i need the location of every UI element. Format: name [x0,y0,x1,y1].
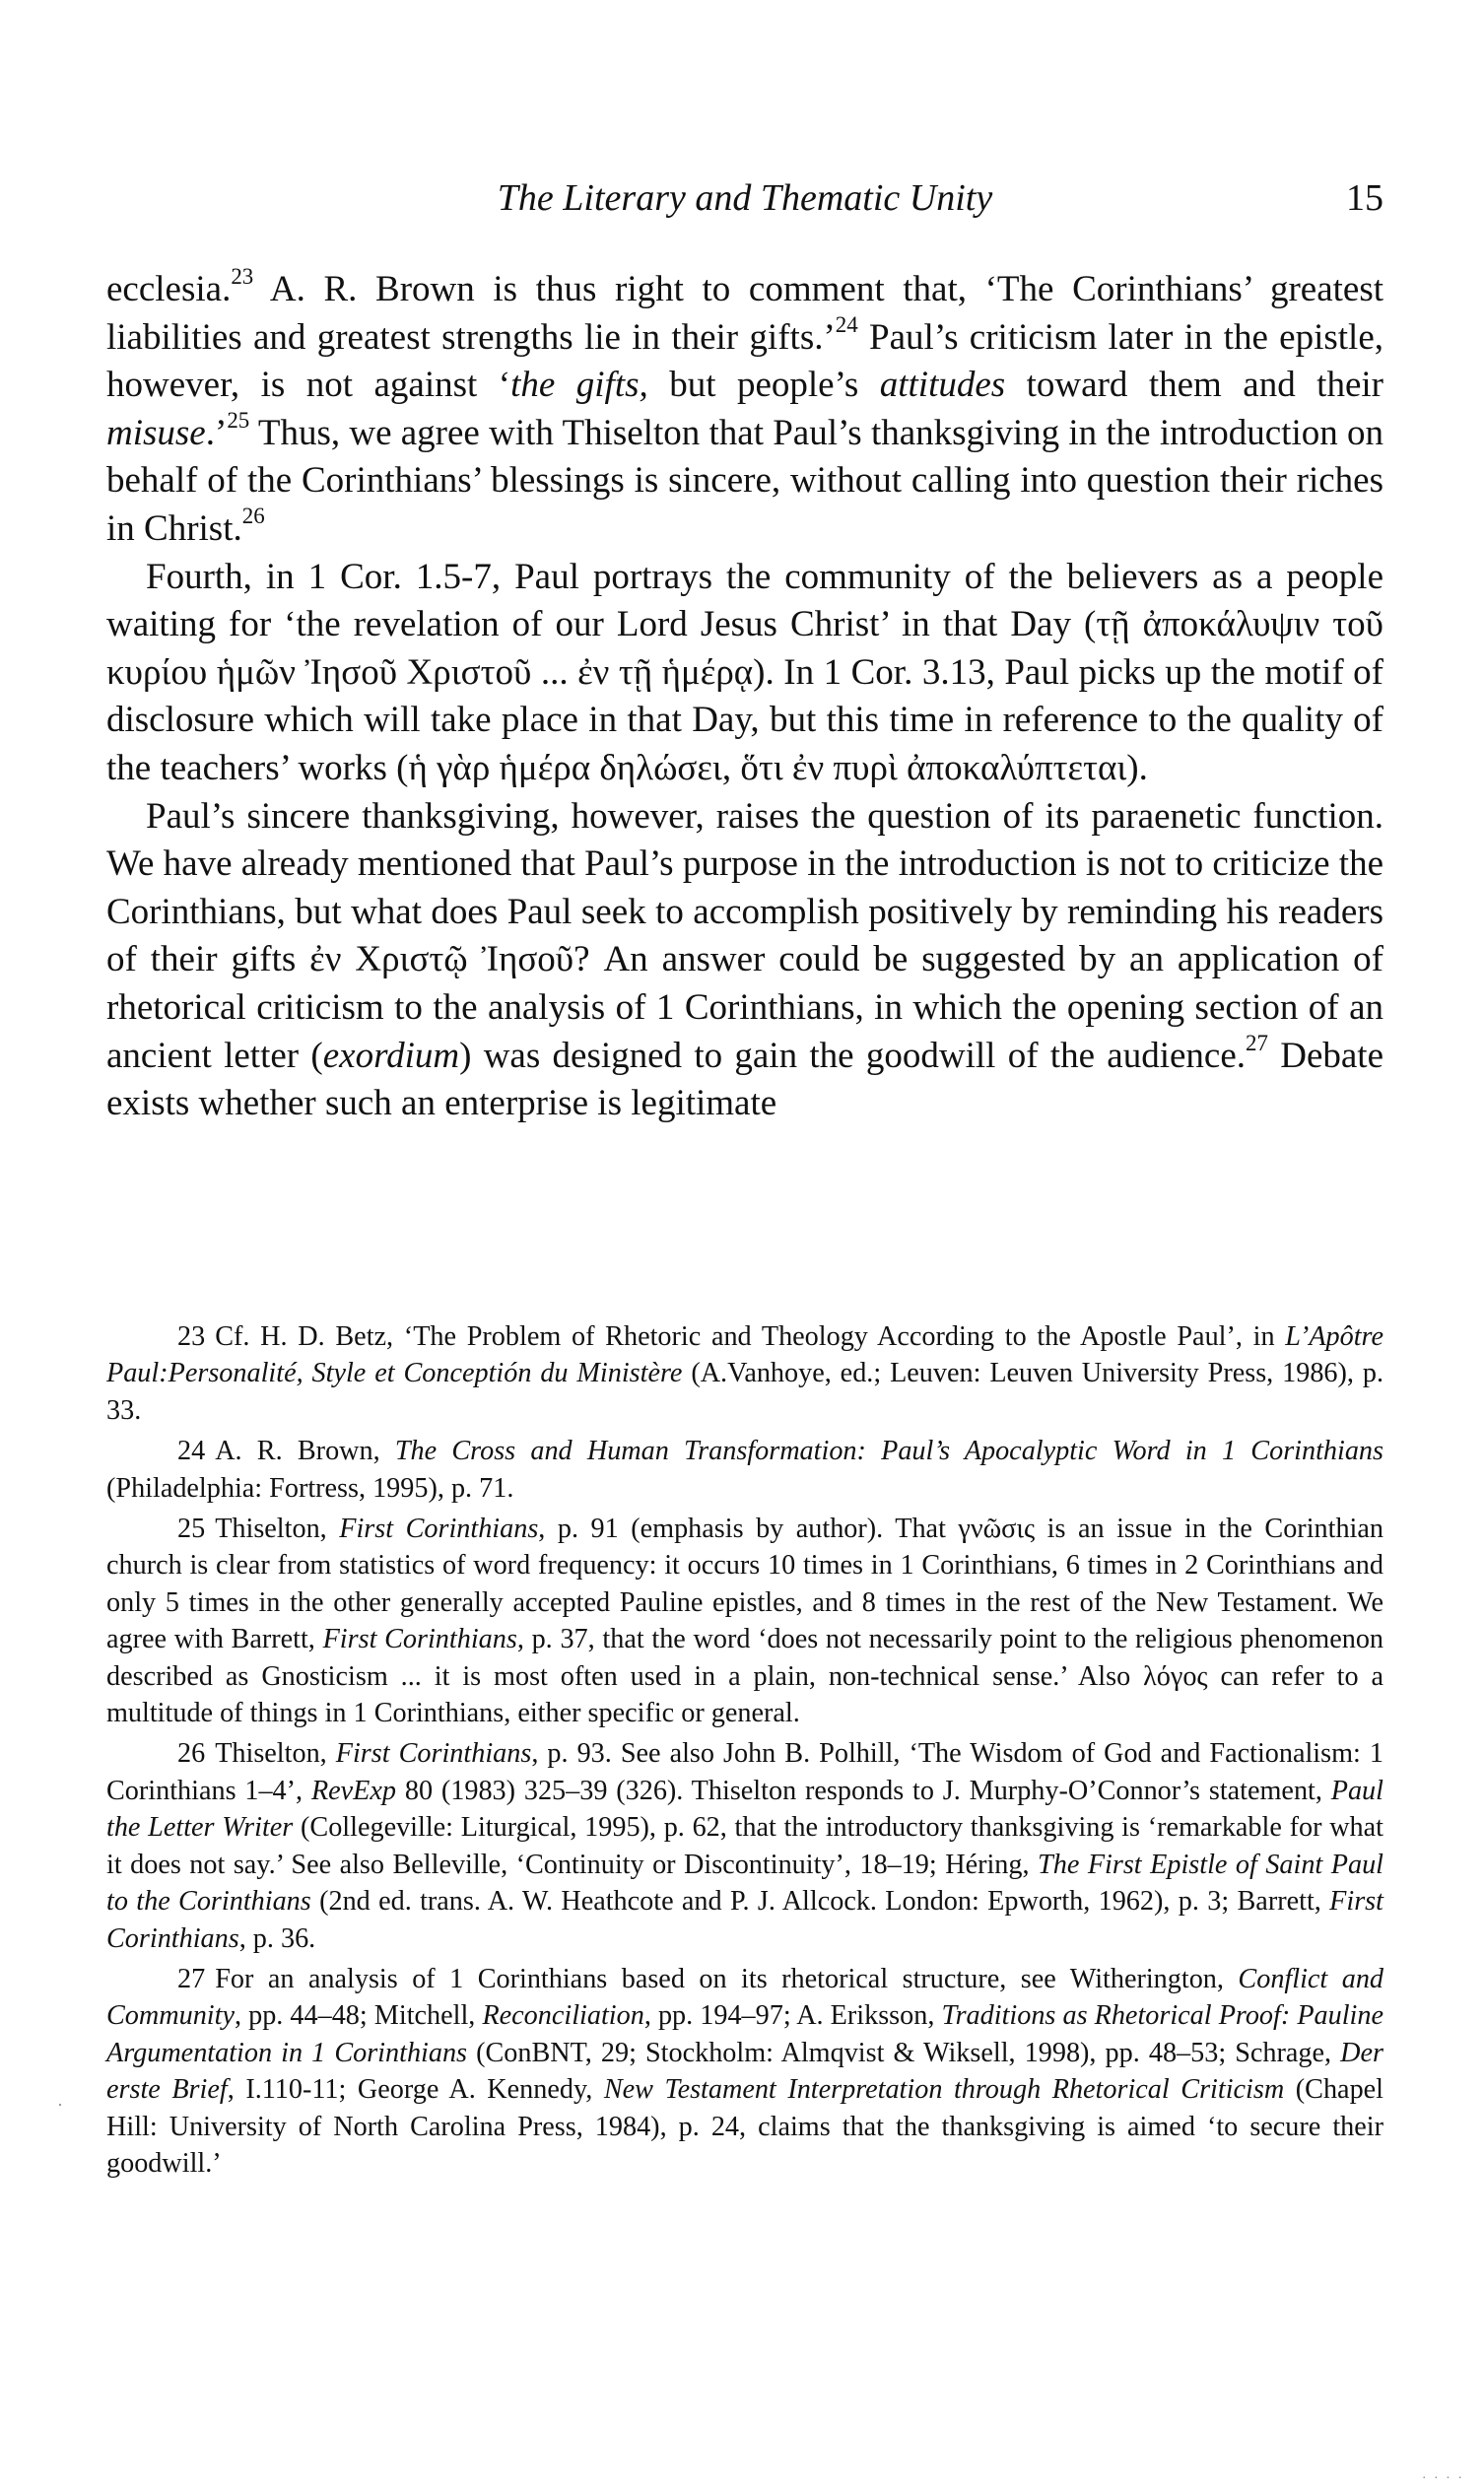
main-text [106,263,1383,1128]
title-italic: Paul the Letter Writer [106,1775,1383,1844]
text-run: Debate exists whether such an enterprise is legitimate [106,1035,1383,1124]
text-run: A. R. Brown, [215,1436,395,1467]
title-italic: The Cross and Human Transformation: Paul’s Apocalyptic Word in 1 Corinthians [394,1436,1383,1467]
text-run: (Chapel Hill: University of North Carolina Press, 1984), p. 24, claims that the thanksgiving is aimed ‘to secure their goodwill.’ [106,2074,1383,2179]
text-run: (Collegeville: Liturgical, 1995), p. 62, that the introductory thanksgiving is ‘remarkable for what it does not say.’ See also Belleville, ‘Continuity or Discontinuity’, 18–19; Héring, [106,1812,1383,1880]
text-run: ) was designed to gain the goodwill of the audience. [459,1035,1246,1076]
running-title: The Literary and Thematic Unity [497,177,993,219]
title-italic: The First Epistle of Saint Paul to the Corinthians [106,1849,1383,1918]
emphasis: exordium [322,1035,460,1076]
footnote-25 [106,1511,1383,1731]
title-italic: L’Apôtre Paul:Personalité, Style et Conceptión du Ministère [106,1321,1383,1389]
title-italic: Der erste Brief [106,2037,1383,2106]
text-run: , p. 93. See also John B. Polhill, ‘The Wisdom of God and Factionalism: 1 Corinthians 1–4’, [106,1738,1383,1806]
title-italic: First Corinthians [335,1738,532,1770]
text-run: Paul’s sincere thanksgiving, however, raises the question of its paraenetic function. We have already mentioned that Paul’s purpose in the introduction is not to criticize the Corinthians, but what does Paul seek to accomplish positively by reminding his readers of their gifts ἐν Χριστῷ Ἰησοῦ? An answer could be suggested by an application of rhetorical criticism to the analysis of 1 Corinthians, in which the opening section of an ancient letter ( [106,795,1383,1076]
footnote-23 [106,1318,1383,1429]
margin-speck: · [57,2095,63,2115]
title-italic: First Corinthians [339,1514,539,1545]
text-run: (2nd ed. trans. A. W. Heathcote and P. J. Allcock. London: Epworth, 1962), p. 3; Barrett, [310,1886,1330,1918]
footnote-number: 25 [177,1514,206,1545]
paragraph-3 [106,793,1383,1128]
text-run: Paul’s criticism later in the epistle, however, is not against ‘ [106,316,1383,406]
emphasis: misuse [106,412,206,453]
title-italic: Traditions as Rhetorical Proof: Pauline Argumentation in 1 Corinthians [106,2000,1383,2068]
footnote-24 [106,1433,1383,1507]
text-run: For an analysis of 1 Corinthians based on its rhetorical structure, see Witherington, [215,1963,1239,1994]
text-run: Thus, we agree with Thiselton that Paul’s thanksgiving in the introduction on behalf of the Corinthians’ blessings is sincere, without calling into question their riches in Christ. [106,412,1383,549]
footnote-number: 26 [177,1738,206,1770]
text-run: Cf. H. D. Betz, ‘The Problem of Rhetoric and Theology According to the Apostle Paul’, in [215,1321,1286,1352]
text-run: (A.Vanhoye, ed.; Leuven: Leuven University Press, 1986), p. 33. [106,1358,1383,1426]
text-run: , I.110-11; George A. Kennedy, [227,2074,604,2106]
running-header [106,173,1383,223]
title-italic: RevExp [310,1775,397,1806]
text-run: , p. 37, that the word ‘does not necessarily point to the religious phenomenon described as Gnosticism ... it is most often used in a plain, non-technical sense.’ Also λόγος can refer to a multitude of things in 1 Corinthians, either specific or general. [106,1624,1384,1729]
footnote-ref-25: 25 [227,407,250,433]
paragraph-2: Fourth, in 1 Cor. 1.5-7, Paul portrays the community of the believers as a people waiting for ‘the revelation of our Lord Jesus Christ’ in that Day (τῇ ἀποκάλυψιν τοῦ κυρίου ἡμῶν Ἰησοῦ Χριστοῦ ... ἐν τῇ ἡμέρᾳ). In 1 Cor. 3.13, Paul picks up the motif of disclosure which will take place in that Day, but this time in reference to the quality of the teachers’ works (ἡ γὰρ ἡμέρα δηλώσει, ὅτι ἐν πυρὶ ἀποκαλύπτεται). [106,556,1383,788]
title-italic: First Corinthians [106,1886,1383,1954]
text-run: , p. 91 (emphasis by author). That γνῶσις is an issue in the Corinthian church is clear from statistics of word frequency: it occurs 10 times in 1 Corinthians, 6 times in 2 Corinthians and only 5 times in the other generally accepted Pauline epistles, and 8 times in the rest of the New Testament. We agree with Barrett, [106,1514,1383,1655]
footnotes [106,1318,1383,2186]
text-run: ecclesia. [106,269,232,309]
text-run: A. R. Brown is thus right to comment that, ‘The Corinthians’ greatest liabilities and greatest strengths lie in their gifts.’ [106,269,1383,358]
footnote-26 [106,1735,1383,1956]
footnote-number: 27 [177,1963,206,1994]
text-run: Thiselton, [215,1514,340,1545]
title-italic: First Corinthians [322,1624,517,1655]
text-run: .’ [205,412,228,453]
title-italic: New Testament Interpretation through Rhetorical Criticism [603,2074,1285,2106]
text-run: but people’s [647,365,880,406]
footnote-ref-27: 27 [1246,1030,1268,1055]
text-run: , pp. 44–48; Mitchell, [234,2000,483,2032]
text-run: , pp. 194–97; A. Eriksson, [643,2000,942,2032]
paragraph-1 [106,263,1383,554]
text-run: Thiselton, [215,1738,336,1770]
scan-edge-marks: · · · · [1421,2471,1464,2486]
page-number: 15 [1346,177,1383,219]
title-italic: Conflict and Community [106,1963,1384,2032]
footnote-number: 23 [177,1321,206,1352]
text-run: , p. 36. [238,1922,316,1954]
text-run: 80 (1983) 325–39 (326). Thiselton responds to J. Murphy-O’Connor’s statement, [396,1775,1331,1806]
footnote-ref-23: 23 [231,263,254,289]
footnote-ref-26: 26 [241,503,265,528]
footnote-27 [106,1961,1383,2182]
text-run: (ConBNT, 29; Stockholm: Almqvist & Wiksell, 1998), pp. 48–53; Schrage, [467,2037,1341,2068]
text-run: (Philadelphia: Fortress, 1995), p. 71. [106,1472,514,1504]
footnote-ref-24: 24 [835,311,858,337]
emphasis: attitudes [879,365,1006,406]
title-italic: Reconciliation [482,2000,644,2032]
text-run: toward them and their [1005,365,1383,406]
footnote-number: 24 [177,1436,206,1467]
emphasis: the gifts, [510,365,648,406]
